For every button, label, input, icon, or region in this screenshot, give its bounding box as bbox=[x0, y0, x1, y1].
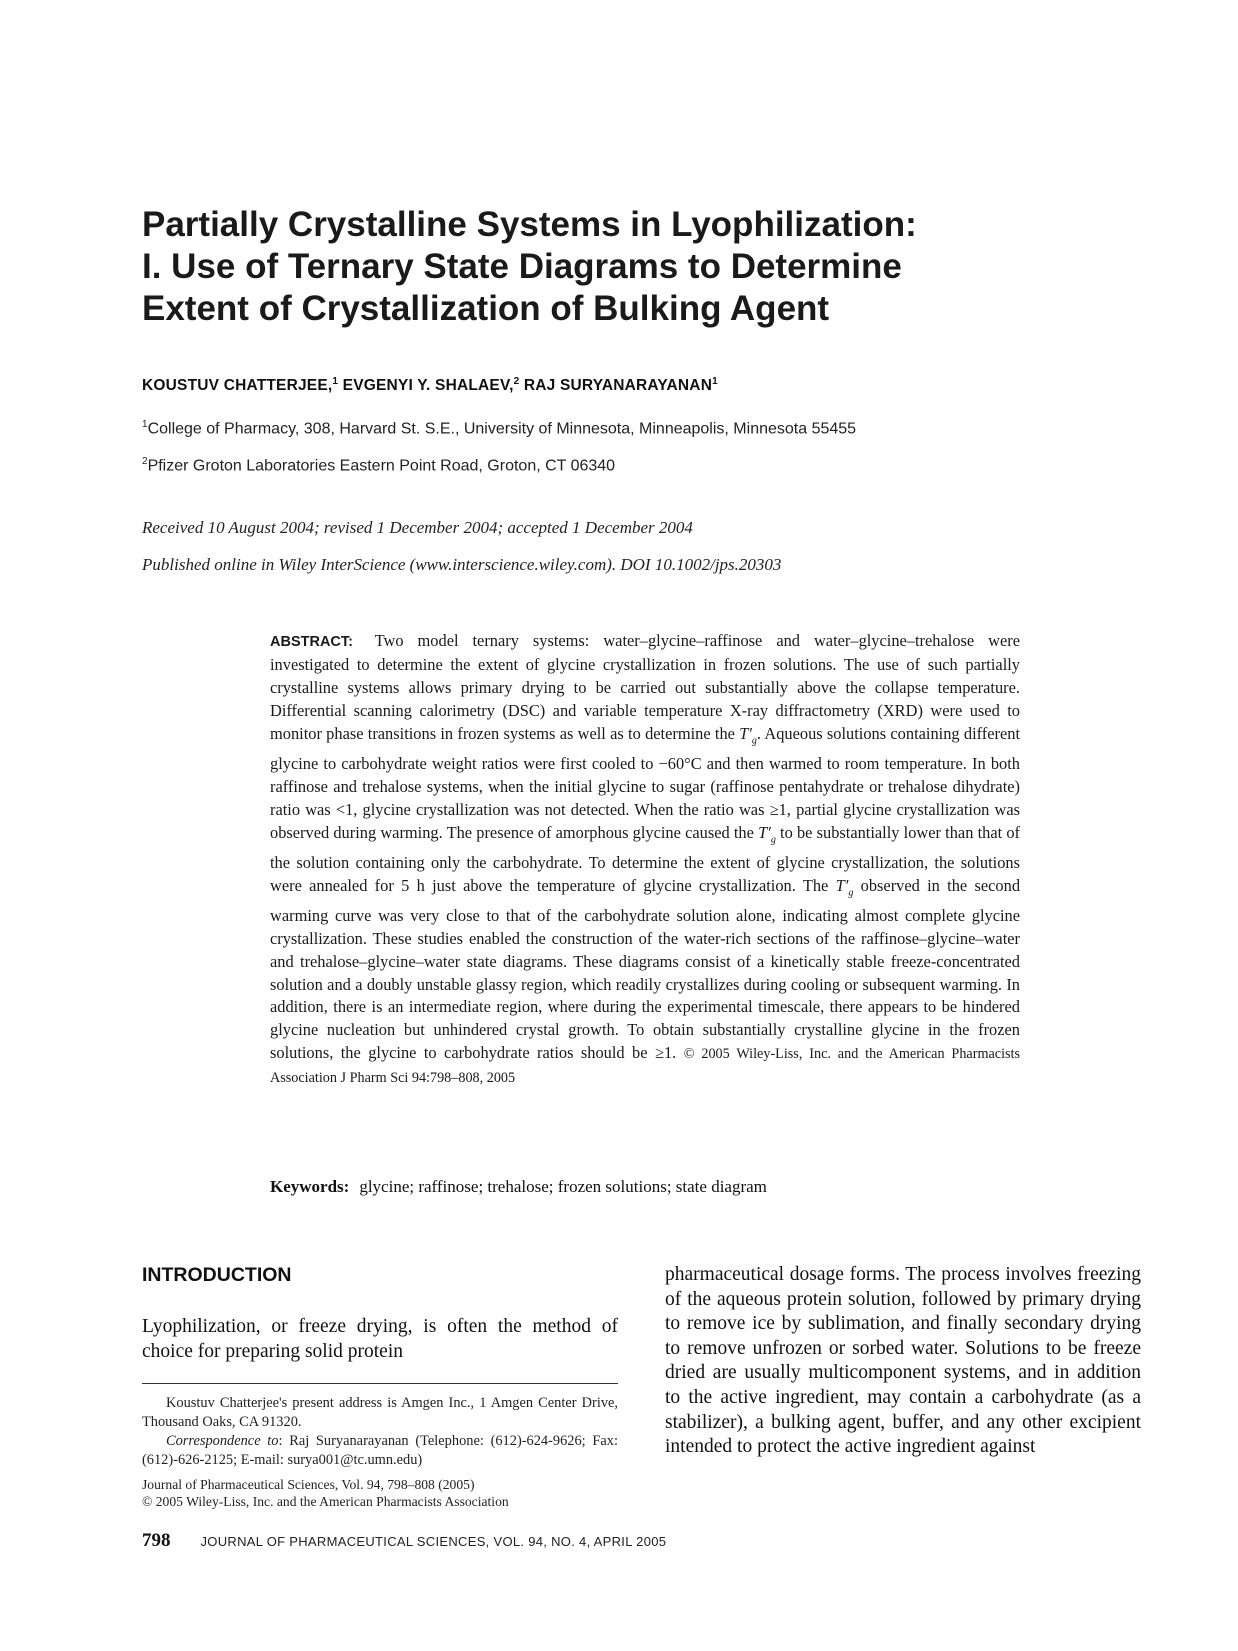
abstract-text-4: observed in the second warming curve was very close to that of the carbohydrate solution alone, indicating almost complete glycine crystallization. These studies enabled the construction of the water-rich sections of the raffinose–glycine–water and trehalose–glycine–water state diagrams. These diagrams consist of a kinetically stable freeze-concentrated solution and a doubly unstable glassy region, which readily crystallizes during cooling or subsequent warming. In addition, there is an intermediate region, where during the experimental timescale, there appears to be hindered glycine nucleation but unhindered crystal growth. To obtain substantially crystalline glycine in the frozen solutions, the glycine to carbohydrate ratios should be ≥1. bbox=[270, 875, 1021, 1063]
tg-symbol-1 bbox=[739, 723, 757, 746]
title-line-1: Partially Crystalline Systems in Lyophilization: bbox=[142, 205, 917, 244]
title-line-2: I. Use of Ternary State Diagrams to Determine bbox=[142, 247, 902, 286]
tg-symbol-1-sub: g bbox=[751, 734, 757, 746]
abstract-text-1: Two model ternary systems: water–glycine–raffinose and water–glycine–trehalose were investigated to determine the extent of glycine crystallization in frozen solutions. The use of such partially crystalline systems allows primary drying to be carried out substantially above the collapse temperature. Differential scanning calorimetry (DSC) and variable temperature X-ray diffractometry (XRD) were used to monitor phase transitions in frozen systems as well as to determine the bbox=[270, 631, 1020, 743]
tg-symbol-2-sub: g bbox=[770, 833, 776, 845]
abstract-text-3: to be substantially lower than that of the solution containing only the carbohydrate. To determine the extent of glycine crystallization, the solutions were annealed for 5 h just above the temperature of glycine crystallization. The bbox=[270, 822, 1021, 895]
affiliation-1 bbox=[142, 419, 856, 438]
author-3-affil: 1 bbox=[712, 376, 718, 387]
running-title: JOURNAL OF PHARMACEUTICAL SCIENCES, VOL. 94, NO. 4, APRIL 2005 bbox=[200, 1534, 667, 1549]
tg-symbol-2-main: T′ bbox=[758, 822, 771, 842]
keywords-text: glycine; raffinose; trehalose; frozen solutions; state diagram bbox=[359, 1177, 767, 1196]
affiliation-1-marker: 1 bbox=[142, 419, 148, 430]
tg-symbol-2 bbox=[758, 822, 776, 845]
journal-citation bbox=[142, 1476, 618, 1510]
abstract-copyright: © 2005 Wiley-Liss, Inc. and the American Pharmacists Association J Pharm Sci 94:798–808, 2005 bbox=[270, 1046, 1020, 1087]
page-footer bbox=[142, 1530, 666, 1552]
footnote bbox=[142, 1394, 618, 1470]
author-3: RAJ SURYANARAYANAN bbox=[523, 377, 713, 395]
abstract-text-2: . Aqueous solutions containing different glycine to carbohydrate weight ratios were first cooled to −60°C and then warmed to room temperature. In both raffinose and trehalose systems, when the initial glycine to sugar (raffinose pentahydrate or trehalose dihydrate) ratio was <1, glycine crystallization was not detected. When the ratio was ≥1, partial glycine crystallization was observed during warming. The presence of amorphous glycine caused the bbox=[270, 723, 1020, 842]
journal-citation-line: Journal of Pharmaceutical Sciences, Vol. 94, 798–808 (2005) bbox=[142, 1477, 475, 1492]
footnote-address: Koustuv Chatterjee's present address is Amgen Inc., 1 Amgen Center Drive, Thousand Oaks, CA 91320. bbox=[142, 1395, 618, 1430]
tg-symbol-3 bbox=[835, 875, 854, 898]
article-title bbox=[142, 204, 1122, 330]
affiliation-2-marker: 2 bbox=[142, 456, 148, 467]
title-line-3: Extent of Crystallization of Bulking Agent bbox=[142, 289, 830, 328]
author-1: KOUSTUV CHATTERJEE, bbox=[142, 377, 333, 395]
tg-symbol-1-main: T′ bbox=[739, 723, 752, 743]
affiliation-2-text: Pfizer Groton Laboratories Eastern Point Road, Groton, CT 06340 bbox=[147, 457, 616, 475]
footnote-divider bbox=[142, 1383, 618, 1384]
keywords bbox=[270, 1177, 1030, 1197]
author-1-affil: 1 bbox=[332, 376, 339, 387]
author-2: EVGENYI Y. SHALAEV, bbox=[342, 377, 514, 395]
section-heading-introduction: INTRODUCTION bbox=[142, 1264, 292, 1286]
received-dates: Received 10 August 2004; revised 1 December 2004; accepted 1 December 2004 bbox=[142, 518, 693, 537]
tg-symbol-3-main: T′ bbox=[835, 875, 849, 895]
journal-copyright-line: © 2005 Wiley-Liss, Inc. and the American Pharmacists Association bbox=[142, 1494, 509, 1509]
author-2-affil: 2 bbox=[513, 376, 520, 387]
affiliation-2 bbox=[142, 456, 615, 475]
author-list bbox=[142, 376, 718, 395]
intro-right-column: pharmaceutical dosage forms. The process involves freezing of the aqueous protein solution, followed by primary drying to remove ice by sublimation, and finally secondary drying to remove unfrozen or sorbed water. Solutions to be freeze dried are usually multicomponent systems, and in addition to the active ingredient, may contain a carbohydrate (as a stabilizer), a bulking agent, buffer, and any other excipient intended to protect the active ingredient against bbox=[665, 1264, 1141, 1458]
page-number: 798 bbox=[142, 1530, 171, 1551]
correspondence-text: : Raj Suryanarayanan (Telephone: (612)-624-9626; Fax: (612)-626-2125; E-mail: surya001@tc.umn.edu) bbox=[142, 1433, 618, 1468]
keywords-label: Keywords: bbox=[270, 1177, 350, 1196]
correspondence-label: Correspondence to bbox=[166, 1433, 279, 1449]
abstract-label: ABSTRACT: bbox=[270, 634, 353, 650]
footnote-correspondence bbox=[142, 1432, 618, 1470]
affiliation-1-text: College of Pharmacy, 308, Harvard St. S.E., University of Minnesota, Minneapolis, Minnesota 55455 bbox=[147, 420, 857, 438]
tg-symbol-3-sub: g bbox=[848, 886, 854, 898]
intro-left-column: Lyophilization, or freeze drying, is often the method of choice for preparing solid protein bbox=[142, 1316, 618, 1362]
abstract bbox=[270, 630, 1020, 1090]
published-online: Published online in Wiley InterScience (www.interscience.wiley.com). DOI 10.1002/jps.20303 bbox=[142, 555, 782, 574]
